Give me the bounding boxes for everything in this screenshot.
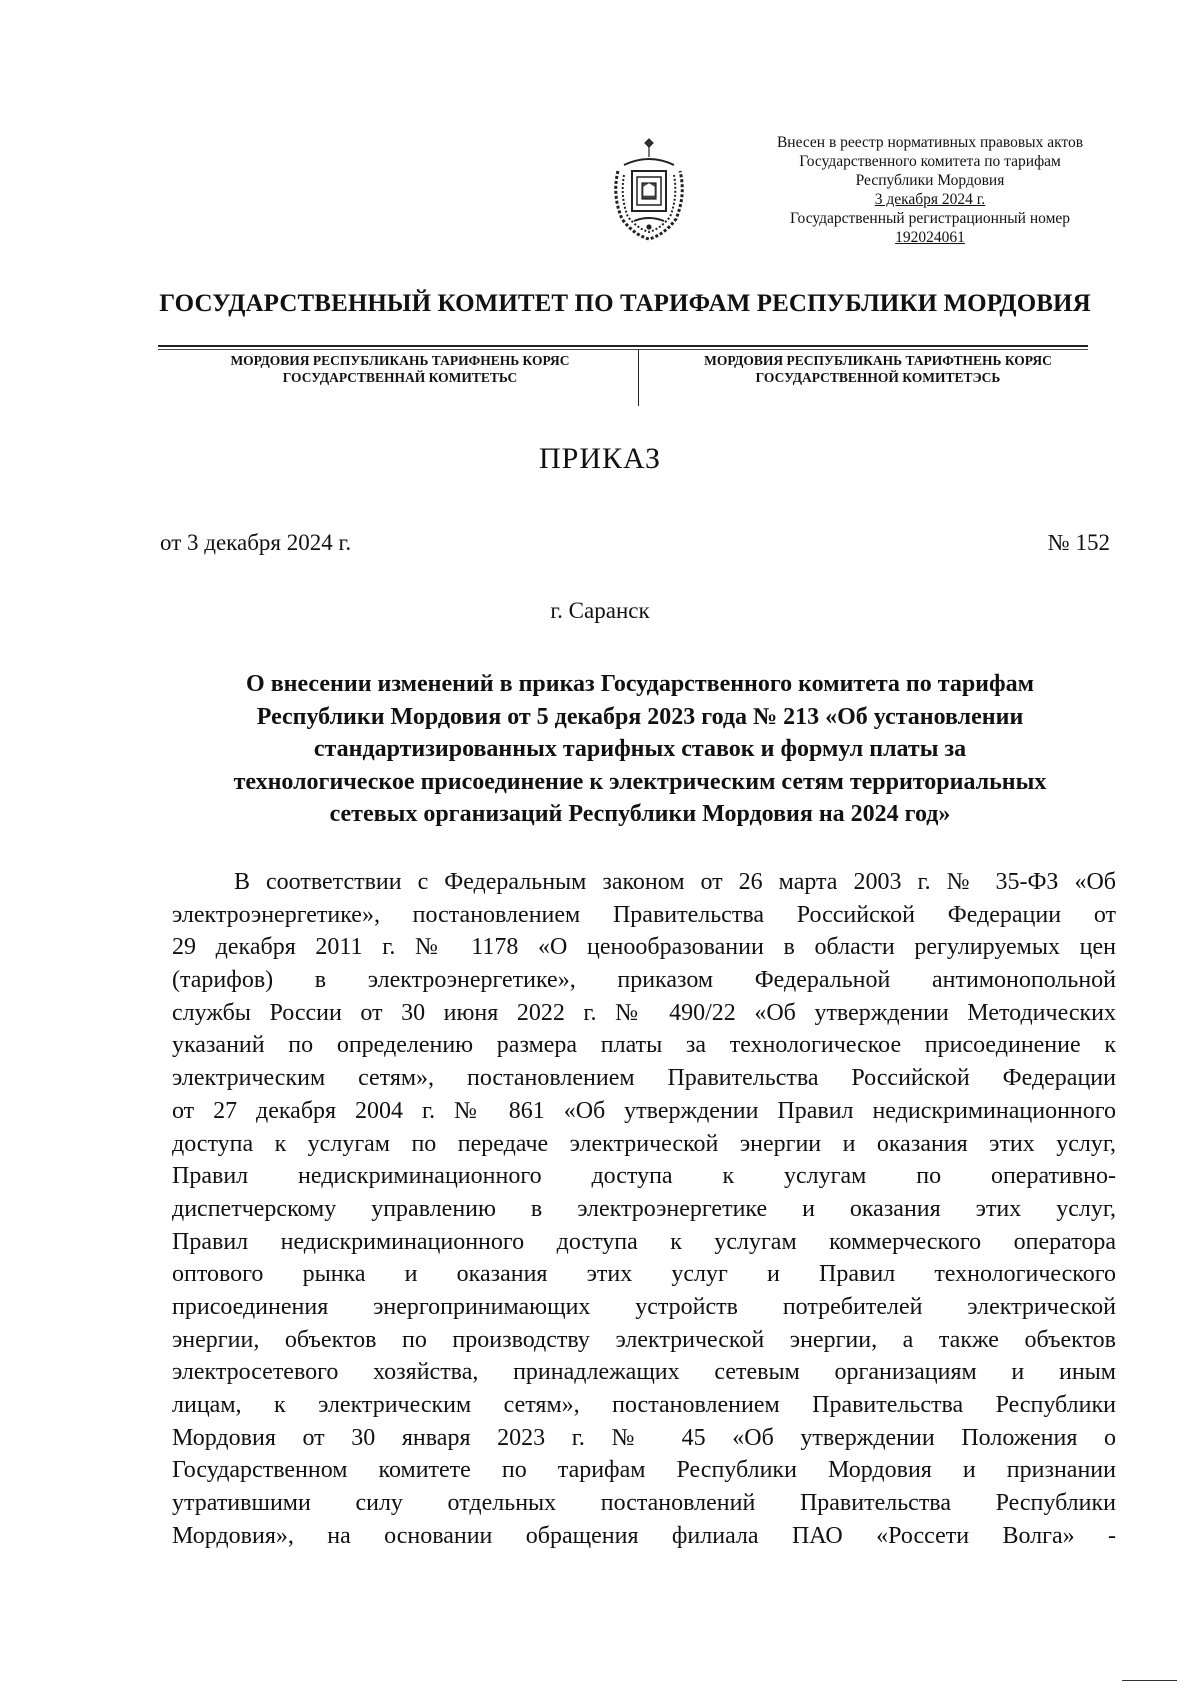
body-line: присоединения энергопринимающих устройств потребителей электрической <box>172 1293 1116 1320</box>
order-date: от 3 декабря 2024 г. <box>160 530 352 555</box>
body-line: диспетчерскому управлению в электроэнергетике и оказания этих услуг, <box>172 1195 1116 1222</box>
header-vertical-divider <box>638 350 639 406</box>
body-line: (тарифов) в электроэнергетике», приказом Федеральной антимонопольной <box>172 967 1116 994</box>
body-line: доступа к услугам по передаче электрической энергии и оказания этих услуг, <box>172 1130 1116 1157</box>
registry-line: Внесен в реестр нормативных правовых актов <box>776 134 1084 151</box>
body-line: Мордовия», на основании обращения филиала ПАО «Россети Волга» - <box>172 1522 1116 1549</box>
mordovian-name-line: МОРДОВИЯ РЕСПУБЛИКАНЬ ТАРИФТНЕНЬ КОРЯС <box>704 353 1052 368</box>
order-city: г. Саранск <box>550 598 650 623</box>
order-body-text <box>172 866 1116 1552</box>
registry-line: Государственного комитета по тарифам <box>799 153 1061 170</box>
body-line: энергии, объектов по производству электрической энергии, а также объектов <box>172 1326 1116 1353</box>
footer-mark <box>1122 1680 1177 1681</box>
heading-line: Республики Мордовия от 5 декабря 2023 года № 213 «Об установлении <box>256 703 1024 730</box>
body-line: Мордовия от 30 января 2023 г. № 45 «Об утверждении Положения о <box>172 1424 1116 1451</box>
order-number: № 152 <box>1047 530 1110 555</box>
body-line: В соответствии с Федеральным законом от 26 марта 2003 г. № 35-ФЗ «Об <box>234 869 1116 895</box>
body-line: Государственном комитете по тарифам Республики Мордовия и признании <box>172 1457 1116 1484</box>
body-line: Правил недискриминационного доступа к услугам коммерческого оператора <box>172 1228 1116 1255</box>
mordovian-name-line: ГОСУДАРСТВЕННАЙ КОМИТЕТЬС <box>282 370 518 385</box>
body-line: электросетевого хозяйства, принадлежащих сетевым организациям и иным <box>172 1359 1116 1386</box>
registry-note <box>735 133 1125 247</box>
heading-line: технологическое присоединение к электрическим сетям территориальных <box>233 768 1047 795</box>
mordovian-name-left <box>170 352 630 386</box>
heading-line: сетевых организаций Республики Мордовия на 2024 год» <box>329 801 951 827</box>
heading-line: О внесении изменений в приказ Государственного комитета по тарифам <box>246 671 1034 697</box>
coat-of-arms-emblem <box>604 135 694 243</box>
mordovian-name-line: ГОСУДАРСТВЕННОЙ КОМИТЕТЭСЬ <box>755 370 1001 385</box>
mordovian-name-right <box>648 352 1108 386</box>
header-divider <box>158 345 1088 347</box>
registry-number: 192024061 <box>895 229 965 246</box>
body-line: электрическим сетям», постановлением Правительства Российской Федерации <box>172 1065 1116 1092</box>
body-line: лицам, к электрическим сетям», постановлением Правительства Республики <box>172 1392 1116 1418</box>
body-line: утратившими силу отдельных постановлений Правительства Республики <box>172 1490 1116 1517</box>
body-line: службы России от 30 июня 2022 г. № 490/22 «Об утверждении Методических <box>172 999 1116 1026</box>
body-line: электроэнергетике», постановлением Правительства Российской Федерации от <box>172 901 1116 928</box>
order-heading <box>160 668 1120 831</box>
body-line: оптового рынка и оказания этих услуг и Правил технологического <box>172 1261 1116 1288</box>
body-line: от 27 декабря 2004 г. № 861 «Об утверждении Правил недискриминационного <box>172 1097 1116 1124</box>
committee-title: ГОСУДАРСТВЕННЫЙ КОМИТЕТ ПО ТАРИФАМ РЕСПУБЛИКИ МОРДОВИЯ <box>159 290 1091 317</box>
heading-line: стандартизированных тарифных ставок и формул платы за <box>313 736 967 762</box>
body-line: Правил недискриминационного доступа к услугам по оперативно- <box>172 1163 1116 1190</box>
registry-date: 3 декабря 2024 г. <box>874 191 986 208</box>
mordovian-name-line: МОРДОВИЯ РЕСПУБЛИКАНЬ ТАРИФНЕНЬ КОРЯС <box>230 353 570 368</box>
body-line: указаний по определению размера платы за технологическое присоединение к <box>172 1032 1116 1059</box>
registry-line: Республики Мордовия <box>855 172 1005 189</box>
header-divider-thin <box>158 349 1088 350</box>
body-line: 29 декабря 2011 г. № 1178 «О ценообразовании в области регулируемых цен <box>172 934 1116 961</box>
registry-line: Государственный регистрационный номер <box>789 210 1071 227</box>
order-title: ПРИКАЗ <box>539 442 661 475</box>
